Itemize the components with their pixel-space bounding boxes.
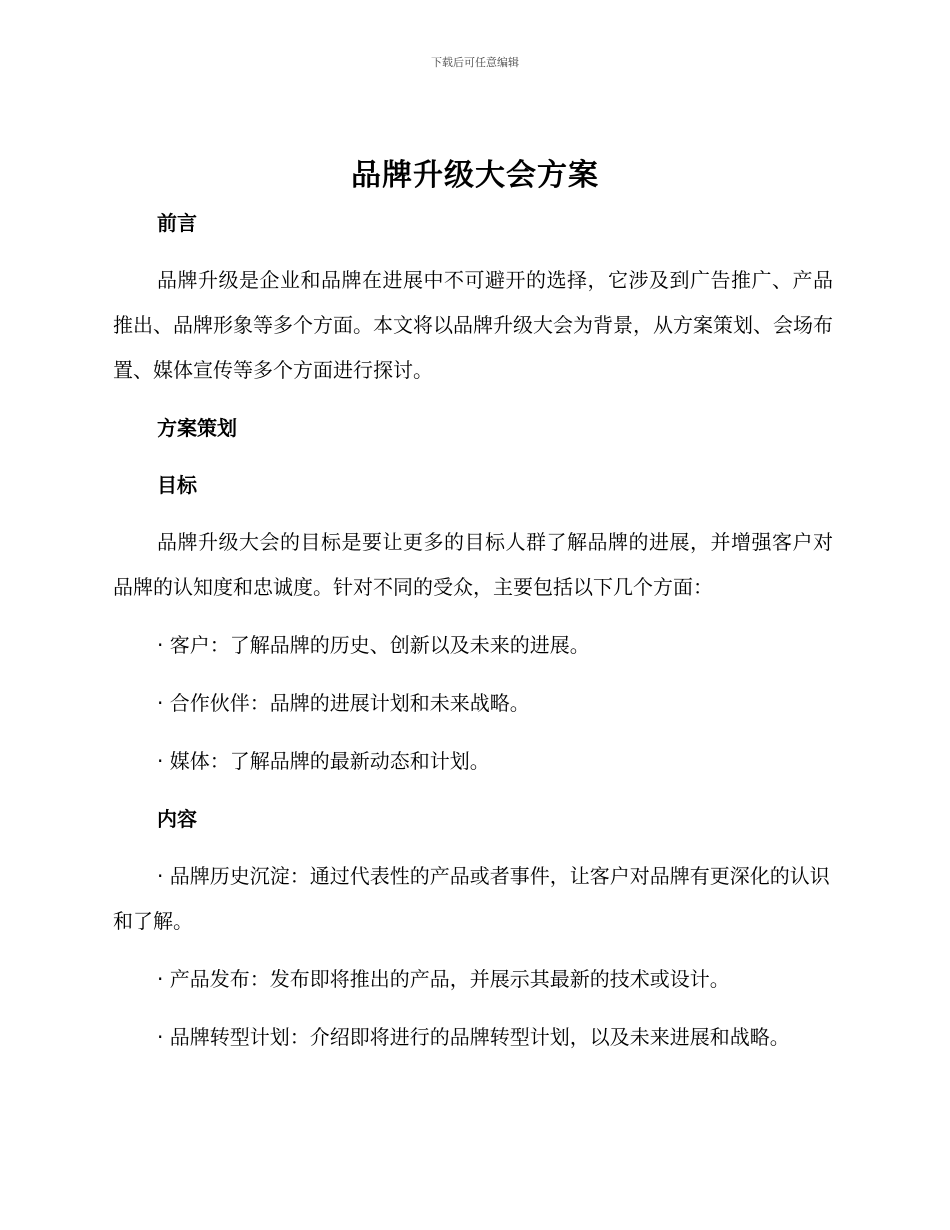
header-note: 下载后可任意编辑 bbox=[431, 56, 519, 69]
content-item-history: · 品牌历史沉淀：通过代表性的产品或者事件，让客户对品牌有更深化的认识和了解。 bbox=[113, 864, 830, 933]
document-body bbox=[113, 201, 833, 1073]
section-heading-preface: 前言 bbox=[157, 211, 197, 235]
content-item-product-launch: · 产品发布：发布即将推出的产品，并展示其最新的技术或设计。 bbox=[157, 967, 730, 991]
goal-item-partners: · 合作伙伴：品牌的进展计划和未来战略。 bbox=[157, 691, 530, 715]
preface-paragraph: 品牌升级是企业和品牌在进展中不可避开的选择，它涉及到广告推广、产品推出、品牌形象等多个方面。本文将以品牌升级大会为背景，从方案策划、会场布置、媒体宣传等多个方面进行探讨。 bbox=[113, 268, 833, 382]
section-heading-content: 内容 bbox=[157, 807, 197, 831]
goal-item-customers: · 客户：了解品牌的历史、创新以及未来的进展。 bbox=[157, 633, 590, 657]
goal-item-media: · 媒体：了解品牌的最新动态和计划。 bbox=[157, 749, 490, 773]
section-heading-plan: 方案策划 bbox=[157, 416, 237, 440]
content-item-transformation: · 品牌转型计划：介绍即将进行的品牌转型计划，以及未来进展和战略。 bbox=[157, 1025, 790, 1049]
goal-paragraph: 品牌升级大会的目标是要让更多的目标人群了解品牌的进展，并增强客户对品牌的认知度和忠诚度。针对不同的受众，主要包括以下几个方面： bbox=[113, 530, 833, 599]
document-title: 品牌升级大会方案 bbox=[351, 158, 599, 193]
section-heading-goal: 目标 bbox=[157, 473, 197, 497]
